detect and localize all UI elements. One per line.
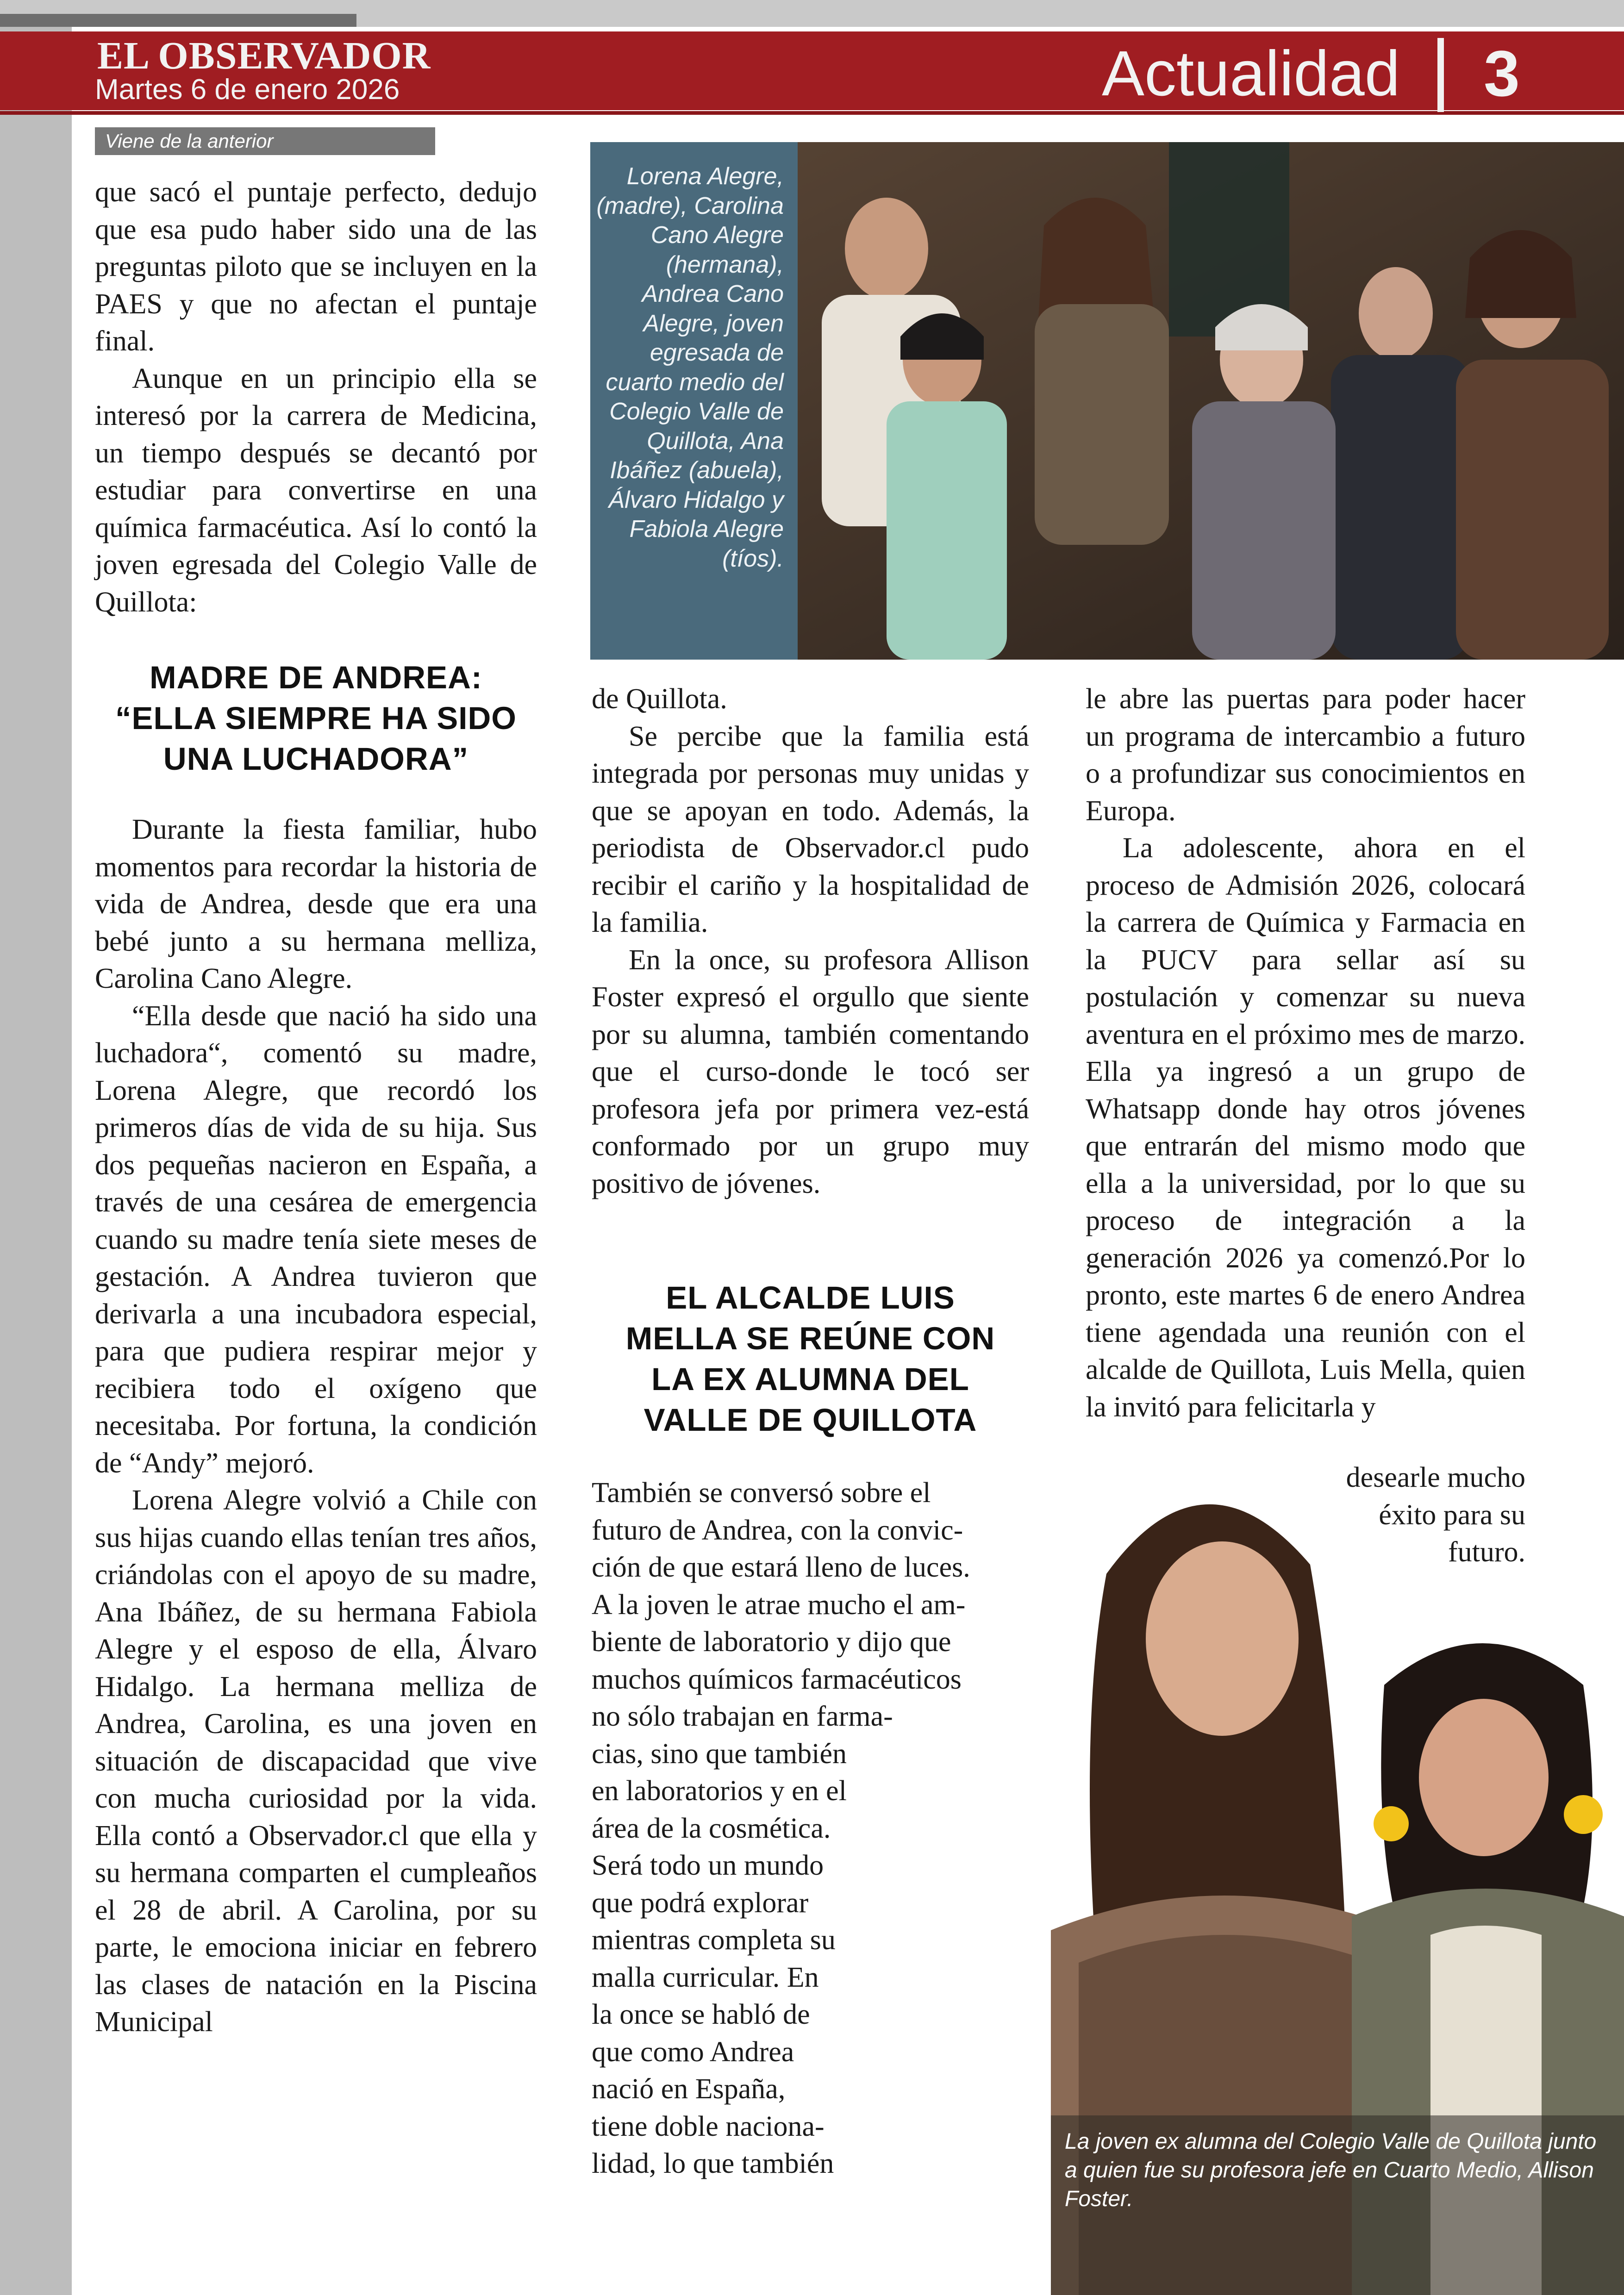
paragraph: La adolescente, ahora en el proceso de Admisión 2026, colocará la carrera de Química y Farmacia en la PUCV para sellar así su postulación y comenzar su nueva aventura en el próximo mes de marzo. Ella ya ingresó a un grupo de Whatsapp donde hay otros jóvenes que entrarán del mismo modo que ella a la universidad, por lo que su proceso de integración a la generación 2026 ya comenzó.Por lo pronto, este martes 6 de enero Andrea tiene agendada una reunión con el alcalde de Quillota, Luis Mella, quien la invitó para felicitarla y [1086, 832, 1525, 1423]
text-line: muchos químicos farmacéuticos [592, 1663, 962, 1695]
text-line: nació en España, [592, 2073, 786, 2105]
page-number: 3 [1484, 37, 1520, 110]
paragraph: Aunque en un principio ella se interesó por la carrera de Medicina, un tiempo después se decantó por estudiar para convertirse en una química farmacéutica. Así lo contó la joven egresada del Colegio Valle de Quillota: [95, 362, 537, 618]
paragraph: Lorena Alegre volvió a Chile con sus hijas cuando ellas tenían tres años, criándolas con el apoyo de su madre, Ana Ibáñez, de su hermana Fabiola Alegre y el esposo de ella, Álvaro Hidalgo. La hermana melliza de Andrea, Carolina, es una joven en situación de discapacidad que vive con mucha curiosidad por la vida. Ella contó a Observador.cl que ella y su hermana comparten el cumpleaños el 28 de abril. A Carolina, por su parte, le emociona iniciar en febrero las clases de natación en la Piscina Municipal [95, 1484, 537, 2038]
headline-line: UNA LUCHADORA” [163, 741, 469, 777]
masthead: EL OBSERVADOR [97, 34, 431, 77]
text-line: desearle mucho [1346, 1462, 1525, 1493]
paragraph: que sacó el puntaje perfecto, dedujo que esa pudo haber sido una de las preguntas piloto que se incluyen en la PAES y que no afectan el puntaje final. [95, 176, 537, 357]
article-column-1 [95, 174, 537, 621]
article-column-2-continued [592, 1474, 1029, 2183]
text-line: la once se habló de [592, 1999, 810, 2030]
text-line: También se conversó sobre el [592, 1477, 931, 1509]
text-line: biente de laboratorio y dijo que [592, 1626, 951, 1658]
headline-line: MELLA SE REÚNE CON [625, 1321, 995, 1356]
paragraph: Durante la fiesta familiar, hubo momentos para recordar la historia de vida de Andrea, desde que era una bebé junto a su hermana melliza, Carolina Cano Alegre. [95, 814, 537, 994]
continued-label: Viene de la anterior [95, 127, 435, 155]
family-photo-caption: Lorena Alegre, (madre), Carolina Cano Alegre (hermana), Andrea Cano Alegre, joven egresada de cuarto medio del Colegio Valle de Quillota, Ana Ibáñez (abuela), Álvaro Hidalgo y Fabiola Alegre (tíos). [596, 163, 784, 572]
subheadline-alcalde [592, 1278, 1029, 1441]
student-teacher-caption: La joven ex alumna del Colegio Valle de Quillota junto a quien fue su profesora jefe en Cuarto Medio, Allison Foster. [1065, 2129, 1597, 2211]
header-band-rule [0, 111, 1624, 115]
page-gutter [0, 0, 72, 2295]
article-column-2 [592, 680, 1029, 1202]
text-line: que podrá explorar [592, 1887, 809, 1919]
text-line: en laboratorios y en el [592, 1775, 847, 1807]
subheadline-madre [95, 657, 537, 780]
text-line: lidad, lo que también [592, 2148, 834, 2179]
text-line: A la joven le atrae mucho el am- [592, 1589, 966, 1621]
headline-line: MADRE DE ANDREA: [150, 660, 482, 695]
top-strip-accent [0, 14, 356, 27]
article-column-1-continued [95, 811, 537, 2041]
text-line: futuro de Andrea, con la convic- [592, 1514, 963, 1546]
section-divider [1437, 38, 1444, 112]
text-line: Será todo un mundo [592, 1850, 824, 1881]
section-title: Actualidad [1102, 38, 1400, 109]
paragraph: “Ella desde que nació ha sido una luchadora“, comentó su madre, Lorena Alegre, que recordó los primeros días de vida de su hija. Sus dos pequeñas nacieron en España, a través de una cesárea de emergencia cuando su madre tenía siete meses de gestación. A Andrea tuvieron que derivarla a una incubadora especial, para que pudiera respirar mejor y recibiera todo el oxígeno que necesitaba. Por fortuna, la condición de “Andy” mejoró. [95, 1000, 537, 1479]
text-line: que como Andrea [592, 2036, 794, 2068]
text-line: tiene doble naciona- [592, 2110, 824, 2142]
headline-line: VALLE DE QUILLOTA [643, 1402, 977, 1438]
headline-line: “ELLA SIEMPRE HA SIDO [115, 700, 517, 736]
text-line: éxito para su [1379, 1499, 1525, 1531]
text-line: área de la cosmética. [592, 1812, 831, 1844]
issue-date: Martes 6 de enero 2026 [95, 74, 400, 106]
paragraph: Se percibe que la familia está integrada por personas muy unidas y que se apoyan en todo. Además, la periodista de Observador.cl pudo recibir el cariño y la hospitalidad de la familia. [592, 720, 1029, 938]
text-line: futuro. [1448, 1536, 1525, 1568]
text-line: no sólo trabajan en farma- [592, 1701, 893, 1732]
article-column-3 [1086, 680, 1525, 1426]
headline-line: LA EX ALUMNA DEL [651, 1361, 969, 1397]
article-column-3-end [1278, 1459, 1525, 1571]
paragraph: de Quillota. [592, 683, 727, 715]
headline-line: EL ALCALDE LUIS [666, 1280, 955, 1316]
text-line: mientras completa su [592, 1924, 836, 1956]
text-line: cias, sino que también [592, 1738, 847, 1770]
text-line: ción de que estará lleno de luces. [592, 1552, 970, 1583]
text-line: malla curricular. En [592, 1961, 819, 1993]
paragraph: le abre las puertas para poder hacer un programa de intercambio a futuro o a profundizar sus conocimientos en Europa. [1086, 683, 1525, 827]
paragraph: En la once, su profesora Allison Foster expresó el orgullo que siente por su alumna, también comentando que el curso-donde le tocó ser profesora jefa por primera vez-está conformado por un grupo muy positivo de jóvenes. [592, 944, 1029, 1199]
